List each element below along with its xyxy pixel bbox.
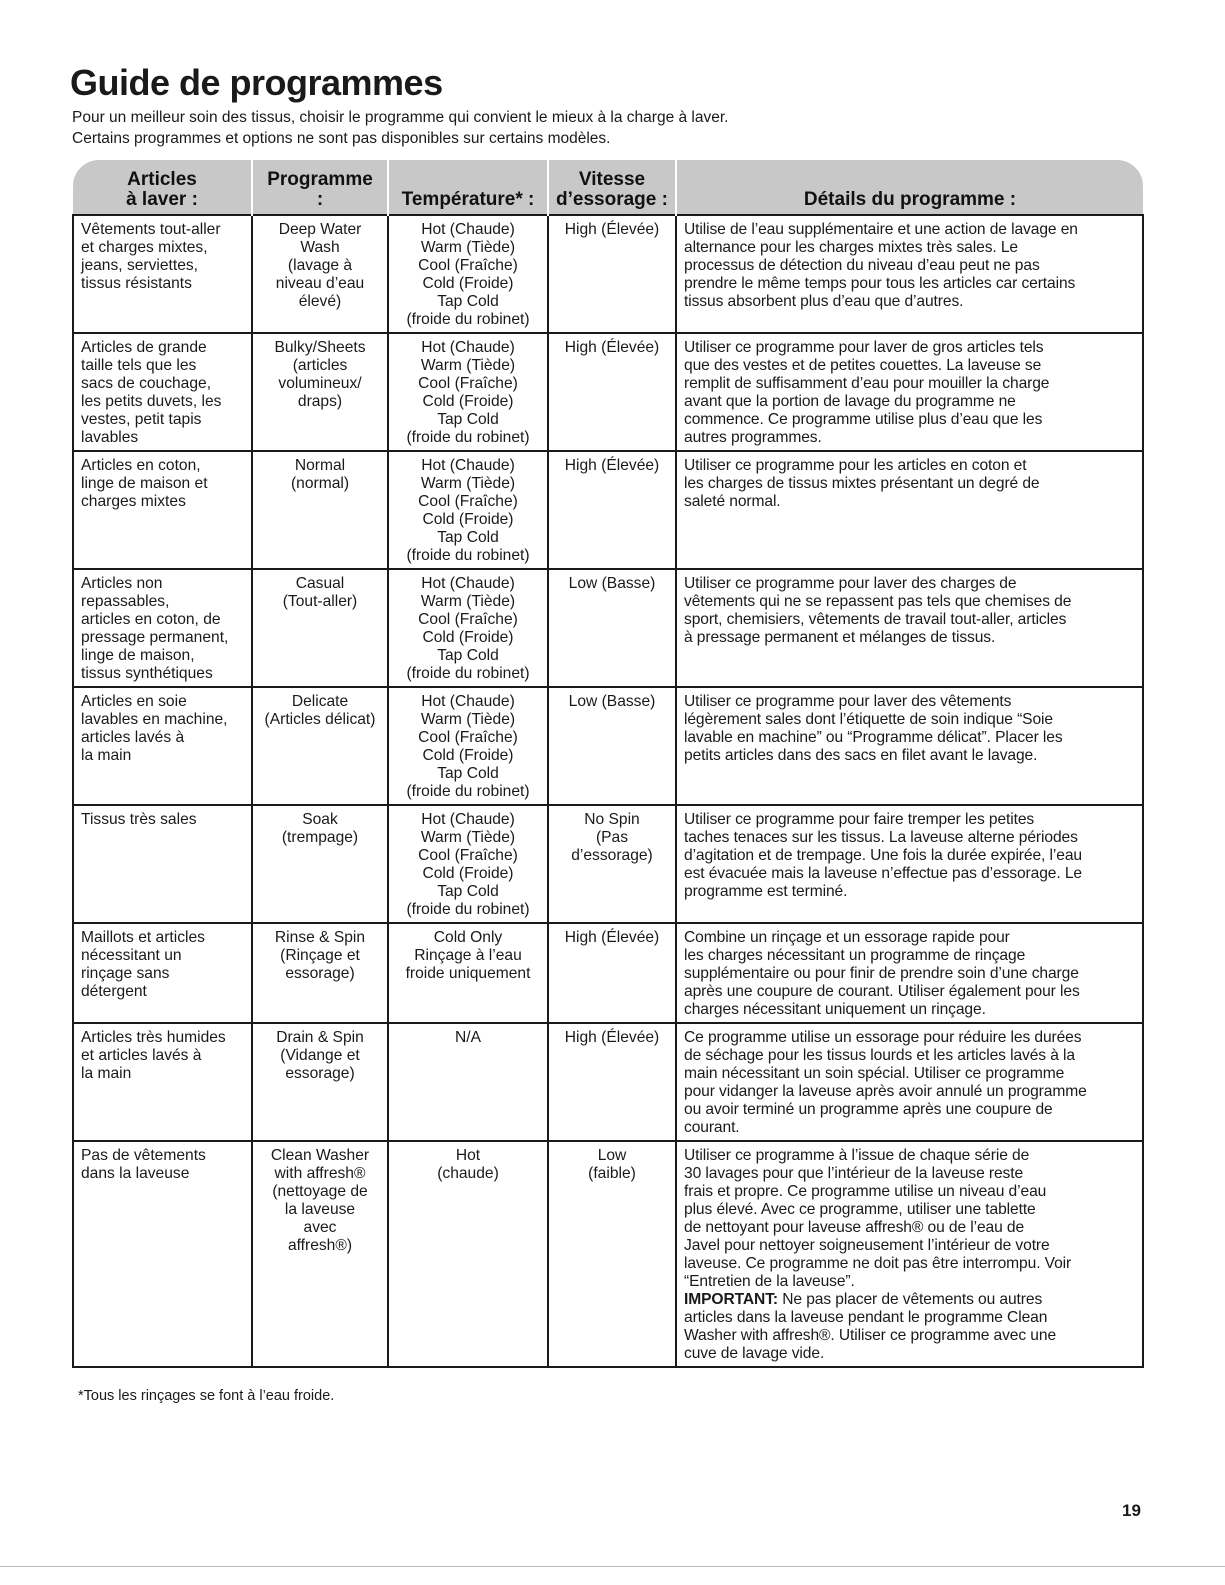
header-vitesse: Vitesse d’essorage : xyxy=(548,160,676,215)
cell-line: Deep Water xyxy=(278,221,362,238)
page-title: Guide de programmes xyxy=(70,62,443,103)
cell-line: Cool (Fraîche) xyxy=(418,729,518,746)
cell-line: cuve de lavage vide. xyxy=(684,1345,825,1362)
cell-line: courant. xyxy=(684,1119,740,1136)
cell-line: Articles de grande xyxy=(81,339,207,356)
cell-line: Utiliser ce programme à l’issue de chaque série de xyxy=(684,1147,1030,1164)
cell-line: vêtements qui ne se repassent pas tels que chemises de xyxy=(684,593,1072,610)
cell-line: Hot (Chaude) xyxy=(421,339,515,356)
cell-line: (froide du robinet) xyxy=(406,429,530,446)
cell-line: de nettoyant pour laveuse affresh® ou de l’eau de xyxy=(684,1219,1025,1236)
table-row xyxy=(73,333,1143,451)
header-articles: Articles à laver : xyxy=(73,160,252,215)
cell-line: supplémentaire ou pour finir de prendre soin d’une charge xyxy=(684,965,1079,982)
cell-line: détergent xyxy=(81,983,147,1000)
cell-line: Tap Cold xyxy=(437,883,499,900)
cell-line: d’agitation et de trempage. Une fois la durée expirée, l’eau xyxy=(684,847,1082,864)
cell-line: ou avoir terminé un programme après une coupure de xyxy=(684,1101,1053,1118)
table-row xyxy=(73,569,1143,687)
cell-line: et articles lavés à xyxy=(81,1047,202,1064)
cell-line: Articles non xyxy=(81,575,163,592)
cell-line: essorage) xyxy=(285,1065,355,1082)
important-text: Ne pas placer de vêtements ou autres xyxy=(778,1291,1043,1308)
cell-details xyxy=(676,923,1143,1023)
cell-programme xyxy=(252,569,388,687)
cell-line: alternance pour les charges mixtes très sales. Le xyxy=(684,239,1018,256)
cell-vitesse xyxy=(548,805,676,923)
cell-vitesse xyxy=(548,451,676,569)
cell-line: Cool (Fraîche) xyxy=(418,257,518,274)
cell-details xyxy=(676,1023,1143,1141)
cell-line: Cool (Fraîche) xyxy=(418,611,518,628)
cell-programme xyxy=(252,451,388,569)
cell-line: (froide du robinet) xyxy=(406,547,530,564)
cell-line: élevé) xyxy=(298,293,342,310)
cell-line: Hot (Chaude) xyxy=(421,811,515,828)
cell-details xyxy=(676,687,1143,805)
cell-line: Utiliser ce programme pour laver de gros articles tels xyxy=(684,339,1044,356)
important-label: IMPORTANT: xyxy=(684,1291,778,1308)
cell-line: Clean Washer xyxy=(270,1147,370,1164)
cell-line: lavable en machine” ou “Programme délicat”. Placer les xyxy=(684,729,1063,746)
cell-line: N/A xyxy=(455,1029,481,1046)
cell-line: rinçage sans xyxy=(81,965,170,982)
table-row xyxy=(73,805,1143,923)
cell-line: volumineux/ xyxy=(278,375,362,392)
cell-line: articles lavés à xyxy=(81,729,185,746)
cell-line: repassables, xyxy=(81,593,170,610)
cell-line: (chaude) xyxy=(437,1165,499,1182)
cell-details xyxy=(676,1141,1143,1367)
cell-line: Low (Basse) xyxy=(568,575,656,592)
cell-line: Hot xyxy=(455,1147,481,1164)
cell-line: la main xyxy=(81,747,132,764)
cell-line: après une coupure de courant. Utiliser également pour les xyxy=(684,983,1080,1000)
cell-line: Combine un rinçage et un essorage rapide pour xyxy=(684,929,1010,946)
cell-line: Cool (Fraîche) xyxy=(418,847,518,864)
cell-articles xyxy=(73,805,252,923)
cell-line: Tap Cold xyxy=(437,529,499,546)
cell-line: with affresh® xyxy=(274,1165,366,1182)
cell-programme xyxy=(252,1141,388,1367)
cell-line: Utiliser ce programme pour les articles en coton et xyxy=(684,457,1027,474)
cell-line: Bulky/Sheets xyxy=(274,339,366,356)
cell-details xyxy=(676,451,1143,569)
cell-line: taille tels que les xyxy=(81,357,197,374)
cell-line: Tissus très sales xyxy=(81,811,197,828)
cell-line: Utilise de l’eau supplémentaire et une action de lavage en xyxy=(684,221,1078,238)
header-programme: Programme : xyxy=(252,160,388,215)
cell-line: jeans, serviettes, xyxy=(81,257,199,274)
table-row xyxy=(73,687,1143,805)
cell-line: petits articles dans des sacs en filet avant le lavage. xyxy=(684,747,1038,764)
cell-line: pour vidanger la laveuse après avoir annulé un programme xyxy=(684,1083,1087,1100)
cell-line: Maillots et articles xyxy=(81,929,205,946)
cell-line: Drain & Spin xyxy=(276,1029,364,1046)
cell-line: linge de maison et xyxy=(81,475,208,492)
cell-line: Hot (Chaude) xyxy=(421,693,515,710)
cell-line: la main xyxy=(81,1065,132,1082)
cell-line: Delicate xyxy=(291,693,349,710)
cell-line: (normal) xyxy=(290,475,350,492)
cell-vitesse xyxy=(548,569,676,687)
cell-line: programme est terminé. xyxy=(684,883,848,900)
cell-line: Warm (Tiède) xyxy=(420,475,516,492)
table-row xyxy=(73,215,1143,333)
cell-articles xyxy=(73,923,252,1023)
cell-temperature xyxy=(388,923,548,1023)
cell-temperature xyxy=(388,333,548,451)
cell-line: High (Élevée) xyxy=(564,1029,660,1046)
cell-articles xyxy=(73,333,252,451)
cell-vitesse xyxy=(548,333,676,451)
cell-temperature xyxy=(388,451,548,569)
cell-line: (nettoyage de xyxy=(272,1183,368,1200)
cell-line: main nécessitant un soin spécial. Utiliser ce programme xyxy=(684,1065,1065,1082)
cell-line: “Entretien de la laveuse”. xyxy=(684,1273,855,1290)
cell-line: charges mixtes xyxy=(81,493,186,510)
cell-line: vestes, petit tapis xyxy=(81,411,202,428)
cell-line: Cool (Fraîche) xyxy=(418,375,518,392)
cell-line: articles dans la laveuse pendant le programme Clean xyxy=(684,1309,1048,1326)
cell-line: High (Élevée) xyxy=(564,339,660,356)
cell-line: Utiliser ce programme pour laver des charges de xyxy=(684,575,1017,592)
cell-line: Hot (Chaude) xyxy=(421,221,515,238)
cell-line: saleté normal. xyxy=(684,493,781,510)
cell-line: Cold (Froide) xyxy=(422,629,514,646)
cell-line: niveau d’eau xyxy=(275,275,365,292)
cell-line: Warm (Tiède) xyxy=(420,711,516,728)
cell-line: Rinçage à l’eau xyxy=(414,947,522,964)
table-header-row xyxy=(73,160,1143,215)
cell-line: Washer with affresh®. Utiliser ce programme avec une xyxy=(684,1327,1057,1344)
header-details: Détails du programme : xyxy=(676,160,1143,215)
cell-line: charges nécessitant uniquement un rinçage. xyxy=(684,1001,986,1018)
cell-line: nécessitant un xyxy=(81,947,182,964)
cell-articles xyxy=(73,569,252,687)
cell-line: draps) xyxy=(297,393,343,410)
cell-line: Warm (Tiède) xyxy=(420,357,516,374)
cell-vitesse xyxy=(548,1023,676,1141)
cell-line: que des vestes et de petites couettes. La laveuse se xyxy=(684,357,1042,374)
cell-line: Ce programme utilise un essorage pour réduire les durées xyxy=(684,1029,1082,1046)
bottom-rule xyxy=(0,1566,1225,1567)
cell-articles xyxy=(73,1141,252,1367)
cell-line: (froide du robinet) xyxy=(406,311,530,328)
cell-line: (Pas xyxy=(595,829,629,846)
cell-line: Articles en soie xyxy=(81,693,187,710)
cell-line: Tap Cold xyxy=(437,647,499,664)
cell-line: High (Élevée) xyxy=(564,929,660,946)
cell-line: (Tout-aller) xyxy=(282,593,358,610)
header-temperature: Température* : xyxy=(388,160,548,215)
cell-line: Rinse & Spin xyxy=(274,929,366,946)
cell-line: Low xyxy=(597,1147,627,1164)
cell-articles xyxy=(73,451,252,569)
cell-line: à pressage permanent et mélanges de tissus. xyxy=(684,629,996,646)
cell-line: (faible) xyxy=(588,1165,636,1182)
cell-line: prendre le même temps pour tous les articles car certains xyxy=(684,275,1076,292)
page-number: 19 xyxy=(1122,1501,1141,1520)
cell-line: Tap Cold xyxy=(437,411,499,428)
table-row xyxy=(73,451,1143,569)
cell-vitesse xyxy=(548,1141,676,1367)
cell-programme xyxy=(252,805,388,923)
cell-articles xyxy=(73,215,252,333)
cell-line: (Rinçage et xyxy=(280,947,360,964)
cell-line: lavables en machine, xyxy=(81,711,228,728)
cell-line: laveuse. Ce programme ne doit pas être interrompu. Voir xyxy=(684,1255,1072,1272)
cell-vitesse xyxy=(548,215,676,333)
cell-line: High (Élevée) xyxy=(564,221,660,238)
cell-temperature xyxy=(388,687,548,805)
cell-line: (lavage à xyxy=(287,257,353,274)
cell-line: Articles en coton, xyxy=(81,457,201,474)
cell-line: processus de détection du niveau d’eau peut ne pas xyxy=(684,257,1040,274)
table-row xyxy=(73,1023,1143,1141)
footnote: *Tous les rinçages se font à l’eau froide. xyxy=(78,1388,335,1404)
cell-temperature xyxy=(388,1141,548,1367)
cell-line: les petits duvets, les xyxy=(81,393,222,410)
cell-line: Utiliser ce programme pour laver des vêtements xyxy=(684,693,1012,710)
cell-details xyxy=(676,215,1143,333)
cell-line: Utiliser ce programme pour faire tremper les petites xyxy=(684,811,1035,828)
cell-programme xyxy=(252,215,388,333)
cell-line: pressage permanent, xyxy=(81,629,229,646)
cell-details xyxy=(676,569,1143,687)
cell-line: les charges nécessitant un programme de rinçage xyxy=(684,947,1026,964)
cell-programme xyxy=(252,687,388,805)
cell-line: (articles xyxy=(292,357,348,374)
cell-line: 30 lavages pour que l’intérieur de la laveuse reste xyxy=(684,1165,1024,1182)
cell-line: Tap Cold xyxy=(437,293,499,310)
cell-line: de séchage pour les tissus lourds et les articles lavés à la xyxy=(684,1047,1075,1064)
cell-programme xyxy=(252,923,388,1023)
cell-line: Soak xyxy=(302,811,338,828)
cell-line: avant que la portion de lavage du programme ne xyxy=(684,393,1016,410)
cell-line: High (Élevée) xyxy=(564,457,660,474)
cell-line: Cool (Fraîche) xyxy=(418,493,518,510)
cell-line: sacs de couchage, xyxy=(81,375,212,392)
cell-line: est évacuée mais la laveuse n’effectue pas d’essorage. Le xyxy=(684,865,1082,882)
important-note xyxy=(684,1291,1136,1309)
cell-details xyxy=(676,805,1143,923)
cell-line: tissus résistants xyxy=(81,275,192,292)
cell-temperature xyxy=(388,805,548,923)
cell-line: (Articles délicat) xyxy=(264,711,376,728)
cell-programme xyxy=(252,333,388,451)
cell-articles xyxy=(73,1023,252,1141)
cell-line: Cold (Froide) xyxy=(422,511,514,528)
cell-line: affresh®) xyxy=(287,1237,353,1254)
cell-line: linge de maison, xyxy=(81,647,195,664)
cell-line: (froide du robinet) xyxy=(406,665,530,682)
cell-line: la laveuse xyxy=(284,1201,356,1218)
intro-line: Pour un meilleur soin des tissus, choisir le programme qui convient le mieux à la charge à laver. xyxy=(72,109,729,126)
cell-line: Casual xyxy=(295,575,345,592)
cell-line: d’essorage) xyxy=(571,847,653,864)
intro-text xyxy=(72,107,728,149)
cell-line: et charges mixtes, xyxy=(81,239,208,256)
cell-line: essorage) xyxy=(285,965,355,982)
cell-line: No Spin xyxy=(584,811,640,828)
cell-line: frais et propre. Ce programme utilise un niveau d’eau xyxy=(684,1183,1047,1200)
cell-line: articles en coton, de xyxy=(81,611,221,628)
cell-vitesse xyxy=(548,923,676,1023)
cell-line: Cold (Froide) xyxy=(422,747,514,764)
cell-line: les charges de tissus mixtes présentant un degré de xyxy=(684,475,1040,492)
cell-line: Hot (Chaude) xyxy=(421,575,515,592)
cell-temperature xyxy=(388,569,548,687)
cell-temperature xyxy=(388,1023,548,1141)
cell-line: froide uniquement xyxy=(405,965,531,982)
cell-line: dans la laveuse xyxy=(81,1165,190,1182)
cell-line: Javel pour nettoyer soigneusement l’intérieur de votre xyxy=(684,1237,1050,1254)
cell-line: lavables xyxy=(81,429,139,446)
cell-line: Cold (Froide) xyxy=(422,275,514,292)
cell-articles xyxy=(73,687,252,805)
cell-line: remplit de suffisamment d’eau pour mouiller la charge xyxy=(684,375,1050,392)
cell-line: sport, chemisiers, vêtements de travail tout-aller, articles xyxy=(684,611,1067,628)
intro-line: Certains programmes et options ne sont pas disponibles sur certains modèles. xyxy=(72,130,611,147)
cell-line: Tap Cold xyxy=(437,765,499,782)
cell-line: Cold (Froide) xyxy=(422,393,514,410)
cell-details xyxy=(676,333,1143,451)
cell-line: (froide du robinet) xyxy=(406,901,530,918)
cell-line: Hot (Chaude) xyxy=(421,457,515,474)
cell-temperature xyxy=(388,215,548,333)
cell-line: (Vidange et xyxy=(280,1047,360,1064)
cell-line: Cold (Froide) xyxy=(422,865,514,882)
cell-line: Warm (Tiède) xyxy=(420,239,516,256)
table-row xyxy=(73,1141,1143,1367)
table-row xyxy=(73,923,1143,1023)
cell-line: plus élevé. Avec ce programme, utiliser une tablette xyxy=(684,1201,1036,1218)
cell-line: tissus absorbent plus d’eau que d’autres. xyxy=(684,293,964,310)
cell-line: Pas de vêtements xyxy=(81,1147,206,1164)
cell-line: légèrement sales dont l’étiquette de soin indique “Soie xyxy=(684,711,1053,728)
cell-line: avec xyxy=(303,1219,337,1236)
cell-line: Articles très humides xyxy=(81,1029,226,1046)
cell-line: Normal xyxy=(294,457,346,474)
cell-line: tissus synthétiques xyxy=(81,665,213,682)
cell-line: (froide du robinet) xyxy=(406,783,530,800)
cell-line: Vêtements tout-aller xyxy=(81,221,221,238)
cell-line: Low (Basse) xyxy=(568,693,656,710)
cell-line: Warm (Tiède) xyxy=(420,593,516,610)
cell-vitesse xyxy=(548,687,676,805)
cell-line: (trempage) xyxy=(281,829,359,846)
cell-line: commence. Ce programme utilise plus d’eau que les xyxy=(684,411,1043,428)
cell-line: Cold Only xyxy=(433,929,503,946)
cell-line: Warm (Tiède) xyxy=(420,829,516,846)
cycle-guide-table xyxy=(72,160,1144,1368)
cell-line: Wash xyxy=(300,239,340,256)
cell-programme xyxy=(252,1023,388,1141)
cell-line: taches tenaces sur les tissus. La laveuse alterne périodes xyxy=(684,829,1078,846)
cell-line: autres programmes. xyxy=(684,429,822,446)
